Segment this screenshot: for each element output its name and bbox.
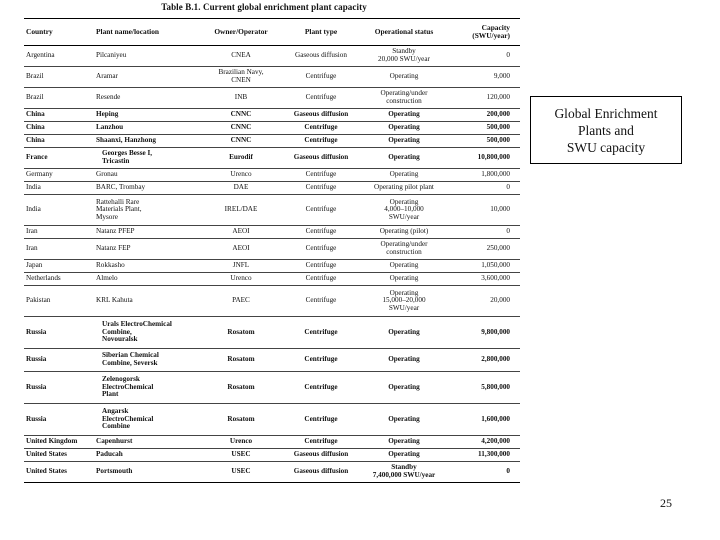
cell-country: Russia [24, 404, 94, 436]
table-row [24, 109, 520, 122]
cell-status: Operating [358, 148, 450, 169]
cell-plant: Shaanxi, Hanzhong [94, 135, 198, 148]
cell-status: Operating/under construction [358, 239, 450, 260]
cell-owner: AEOI [198, 226, 284, 239]
cell-type: Centrifuge [284, 135, 358, 148]
cell-owner: INB [198, 88, 284, 109]
cell-capacity: 10,800,000 [450, 148, 520, 169]
cell-plant: KRL Kahuta [94, 286, 198, 317]
table-row [24, 226, 520, 239]
cell-country: China [24, 135, 94, 148]
cell-type: Centrifuge [284, 317, 358, 349]
cell-capacity: 250,000 [450, 239, 520, 260]
cell-capacity: 1,800,000 [450, 169, 520, 182]
cell-country: United States [24, 462, 94, 483]
cell-plant: Pilcaniyeu [94, 46, 198, 67]
cell-plant: Natanz PFEP [94, 226, 198, 239]
cell-country: France [24, 148, 94, 169]
cell-type: Centrifuge [284, 239, 358, 260]
cell-owner: Rosatom [198, 349, 284, 372]
cell-capacity: 200,000 [450, 109, 520, 122]
table-row [24, 148, 520, 169]
header-plant: Plant name/location [94, 19, 198, 46]
cell-country: Pakistan [24, 286, 94, 317]
cell-type: Gaseous diffusion [284, 148, 358, 169]
cell-type: Centrifuge [284, 372, 358, 404]
cell-plant: Zelenogorsk ElectroChemical Plant [94, 372, 198, 404]
cell-status: Operating 15,000–20,000 SWU/year [358, 286, 450, 317]
cell-owner: Rosatom [198, 372, 284, 404]
cell-owner: Rosatom [198, 404, 284, 436]
cell-plant: Urals ElectroChemical Combine, Novouralsk [94, 317, 198, 349]
cell-country: Russia [24, 349, 94, 372]
cell-owner: CNNC [198, 122, 284, 135]
cell-capacity: 120,000 [450, 88, 520, 109]
cell-plant: Lanzhou [94, 122, 198, 135]
cell-status: Operating [358, 169, 450, 182]
cell-capacity: 5,800,000 [450, 372, 520, 404]
header-type: Plant type [284, 19, 358, 46]
cell-owner: Urenco [198, 169, 284, 182]
table-row [24, 169, 520, 182]
cell-country: China [24, 109, 94, 122]
cell-country: China [24, 122, 94, 135]
cell-plant: Rokkasho [94, 260, 198, 273]
header-capacity: Capacity (SWU/year) [450, 19, 520, 46]
cell-country: United Kingdom [24, 436, 94, 449]
table-header-row [24, 19, 520, 46]
cell-owner: Eurodif [198, 148, 284, 169]
cell-type: Gaseous diffusion [284, 46, 358, 67]
cell-plant: Siberian Chemical Combine, Seversk [94, 349, 198, 372]
cell-country: United States [24, 449, 94, 462]
cell-plant: Gronau [94, 169, 198, 182]
cell-capacity: 4,200,000 [450, 436, 520, 449]
cell-owner: Urenco [198, 436, 284, 449]
cell-type: Gaseous diffusion [284, 449, 358, 462]
cell-type: Centrifuge [284, 226, 358, 239]
cell-status: Operating [358, 317, 450, 349]
cell-owner: Brazilian Navy, CNEN [198, 67, 284, 88]
cell-plant: Resende [94, 88, 198, 109]
header-country: Country [24, 19, 94, 46]
cell-status: Operating [358, 436, 450, 449]
cell-type: Centrifuge [284, 67, 358, 88]
callout-box: Global Enrichment Plants and SWU capacity [530, 96, 682, 164]
cell-owner: PAEC [198, 286, 284, 317]
cell-capacity: 1,600,000 [450, 404, 520, 436]
cell-owner: AEOI [198, 239, 284, 260]
cell-capacity: 2,800,000 [450, 349, 520, 372]
cell-status: Operating [358, 135, 450, 148]
cell-country: Iran [24, 226, 94, 239]
cell-country: India [24, 195, 94, 226]
cell-type: Gaseous diffusion [284, 462, 358, 483]
cell-type: Centrifuge [284, 404, 358, 436]
cell-plant: Almelo [94, 273, 198, 286]
table-title: Table B.1. Current global enrichment plant capacity [161, 2, 367, 12]
cell-capacity: 9,800,000 [450, 317, 520, 349]
page-number: 25 [660, 496, 672, 510]
cell-plant: Rattehalli Rare Materials Plant, Mysore [94, 195, 198, 226]
cell-plant: Georges Besse I, Tricastin [94, 148, 198, 169]
cell-capacity: 10,000 [450, 195, 520, 226]
cell-type: Centrifuge [284, 169, 358, 182]
cell-capacity: 500,000 [450, 122, 520, 135]
table-row [24, 436, 520, 449]
table-row [24, 404, 520, 436]
cell-status: Operating 4,000–10,000 SWU/year [358, 195, 450, 226]
cell-owner: Urenco [198, 273, 284, 286]
cell-capacity: 11,300,000 [450, 449, 520, 462]
table-row [24, 260, 520, 273]
cell-plant: Heping [94, 109, 198, 122]
cell-capacity: 20,000 [450, 286, 520, 317]
table-row [24, 67, 520, 88]
cell-type: Centrifuge [284, 260, 358, 273]
cell-capacity: 9,000 [450, 67, 520, 88]
cell-owner: Rosatom [198, 317, 284, 349]
table-row [24, 349, 520, 372]
cell-capacity: 0 [450, 226, 520, 239]
table-row [24, 46, 520, 67]
header-owner: Owner/Operator [198, 19, 284, 46]
cell-country: Japan [24, 260, 94, 273]
cell-plant: Angarsk ElectroChemical Combine [94, 404, 198, 436]
document-scan [22, 0, 510, 540]
cell-owner: USEC [198, 449, 284, 462]
table-row [24, 182, 520, 195]
cell-plant: Natanz FEP [94, 239, 198, 260]
table-row [24, 88, 520, 109]
cell-status: Standby 7,400,000 SWU/year [358, 462, 450, 483]
table-row [24, 462, 520, 483]
table-row [24, 273, 520, 286]
cell-capacity: 1,050,000 [450, 260, 520, 273]
cell-type: Centrifuge [284, 88, 358, 109]
cell-status: Operating [358, 109, 450, 122]
cell-owner: CNNC [198, 109, 284, 122]
cell-plant: Aramar [94, 67, 198, 88]
cell-capacity: 0 [450, 462, 520, 483]
cell-capacity: 0 [450, 182, 520, 195]
cell-status: Operating [358, 260, 450, 273]
cell-status: Operating [358, 349, 450, 372]
enrichment-capacity-table [24, 18, 520, 483]
cell-capacity: 500,000 [450, 135, 520, 148]
table-row [24, 135, 520, 148]
cell-type: Centrifuge [284, 349, 358, 372]
cell-country: Russia [24, 372, 94, 404]
cell-status: Operating [358, 404, 450, 436]
cell-status: Operating [358, 273, 450, 286]
cell-status: Operating pilot plant [358, 182, 450, 195]
cell-status: Operating [358, 372, 450, 404]
table-row [24, 372, 520, 404]
table-row [24, 195, 520, 226]
table-row [24, 239, 520, 260]
cell-status: Operating [358, 122, 450, 135]
table-row [24, 317, 520, 349]
header-status: Operational status [358, 19, 450, 46]
cell-owner: CNNC [198, 135, 284, 148]
cell-capacity: 3,600,000 [450, 273, 520, 286]
cell-country: Argentina [24, 46, 94, 67]
cell-type: Gaseous diffusion [284, 109, 358, 122]
cell-type: Centrifuge [284, 273, 358, 286]
cell-owner: JNFL [198, 260, 284, 273]
cell-owner: USEC [198, 462, 284, 483]
cell-capacity: 0 [450, 46, 520, 67]
cell-country: Brazil [24, 88, 94, 109]
cell-type: Centrifuge [284, 436, 358, 449]
cell-country: India [24, 182, 94, 195]
cell-country: Germany [24, 169, 94, 182]
cell-status: Operating/under construction [358, 88, 450, 109]
cell-country: Russia [24, 317, 94, 349]
cell-status: Operating [358, 67, 450, 88]
cell-status: Operating [358, 449, 450, 462]
cell-plant: Paducah [94, 449, 198, 462]
cell-status: Standby 20,000 SWU/year [358, 46, 450, 67]
cell-plant: Portsmouth [94, 462, 198, 483]
cell-status: Operating (pilot) [358, 226, 450, 239]
cell-plant: BARC, Trombay [94, 182, 198, 195]
cell-type: Centrifuge [284, 286, 358, 317]
table-row [24, 449, 520, 462]
cell-type: Centrifuge [284, 195, 358, 226]
cell-type: Centrifuge [284, 182, 358, 195]
cell-type: Centrifuge [284, 122, 358, 135]
cell-owner: CNEA [198, 46, 284, 67]
table-row [24, 122, 520, 135]
cell-owner: DAE [198, 182, 284, 195]
cell-country: Brazil [24, 67, 94, 88]
cell-owner: IREL/DAE [198, 195, 284, 226]
table-row [24, 286, 520, 317]
cell-plant: Capenhurst [94, 436, 198, 449]
cell-country: Netherlands [24, 273, 94, 286]
cell-country: Iran [24, 239, 94, 260]
